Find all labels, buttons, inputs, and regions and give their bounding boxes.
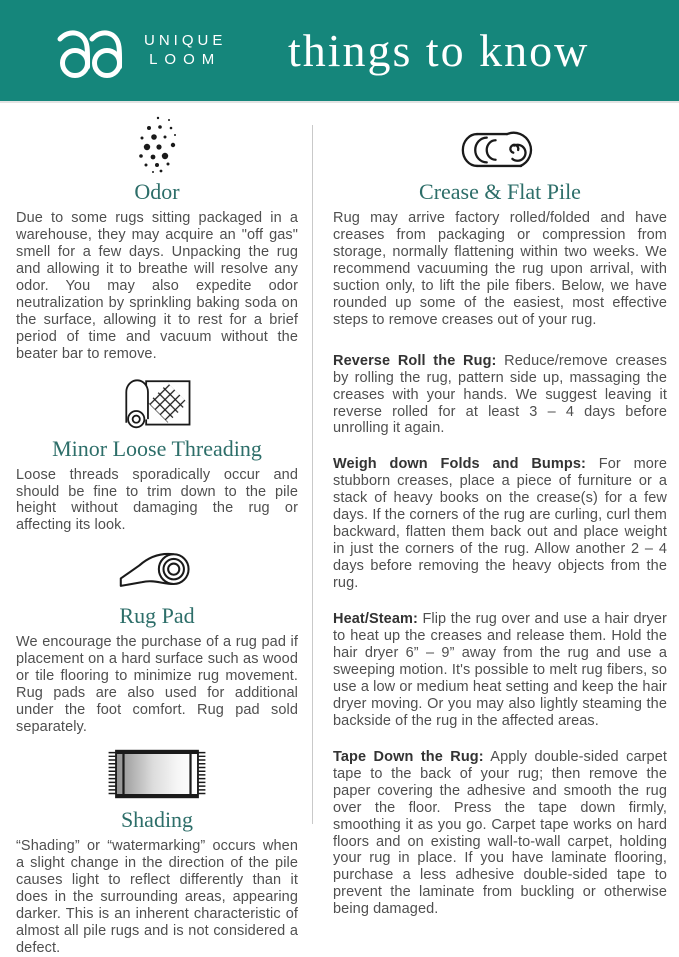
tip-body-tape-down: Apply double-sided carpet tape to the back of your rug; then remove the paper covering the adhesive and smooth the rug over the floor. Press the tape down firmly, smoothing it as you go. Carpet tape works on hard floors and on existing wall-to-wall carpet, holding your rug in place. If you have laminate flooring, purchase a less adhesive double-sided tape to prevent the laminate from buckling or otherwise being damaged. bbox=[333, 748, 667, 918]
section-heading-crease: Crease & Flat Pile bbox=[419, 179, 581, 204]
section-odor bbox=[16, 117, 298, 363]
section-heading-shading: Shading bbox=[120, 807, 194, 833]
left-column bbox=[16, 117, 312, 956]
unique-loom-logo bbox=[56, 22, 226, 80]
brand-wordmark bbox=[144, 32, 226, 70]
page-header bbox=[0, 0, 679, 103]
right-column bbox=[313, 117, 668, 918]
section-crease-flat-pile bbox=[333, 127, 667, 329]
section-body-shading: “Shading” or “watermarking” occurs when a slight change in the direction of the pile causes light to reflect differently than it does in the surrounding areas, appearing darker. This is an inherent characteristic of almost all pile rugs and is not considered a defect. bbox=[16, 838, 298, 956]
rolled-rug-crosshatch-icon bbox=[16, 374, 298, 430]
section-rug-pad bbox=[16, 545, 298, 736]
tip-weigh-down bbox=[333, 456, 667, 592]
tip-label-heat-steam: Heat/Steam: bbox=[333, 611, 418, 628]
tip-body-heat-steam: Flip the rug over and use a hair dryer to heat up the creases and release them. Hold the hair dryer 6” – 9” away from the rug and use a sweeping motion. It's possible to melt rug fibers, so use a low or medium heat setting and keep the hair dryer moving. Or you may also lightly steaming the backside of the rug in the affected areas. bbox=[333, 611, 667, 729]
section-heading-threading: Minor Loose Threading bbox=[52, 435, 262, 461]
section-heading-odor: Odor bbox=[134, 179, 180, 204]
tip-body-reverse-roll: Reduce/remove creases by rolling the rug, pattern side up, massaging the creases with your hands. We suggest leaving it reverse rolled for at least 3 – 4 days before unrolling it again. bbox=[333, 352, 667, 437]
section-body-crease: Rug may arrive factory rolled/folded and have creases from packaging or compression from storage, normally flattening within two weeks. We recommend vacuuming the rug upon arrival, with suction only, to lift the pile fibers. Below, we have rounded up some of the easiest, most effective steps to remove creases out of your rug. bbox=[333, 210, 667, 328]
section-body-rug-pad: We encourage the purchase of a rug pad if placement on a hard surface such as wood or tile flooring to minimize rug movement. Rug pads are also used for additional under the foot comfort. Rug pad sold separately. bbox=[16, 634, 298, 736]
tip-label-reverse-roll: Reverse Roll the Rug: bbox=[333, 352, 497, 369]
rolled-rug-side-icon bbox=[333, 127, 667, 173]
content-area bbox=[0, 103, 679, 956]
tip-tape-down bbox=[333, 749, 667, 919]
tip-label-tape-down: Tape Down the Rug: bbox=[333, 748, 484, 765]
section-body-odor: Due to some rugs sitting packaged in a warehouse, they may acquire an "off gas" smell for a few days. Unpacking the rug and allowing it to breathe will resolve any odor. You may also expedite odor neutralization by sprinkling baking soda on the surface, allowing it to rest for a brief period of time and vacuum without the beater bar to remove. bbox=[16, 210, 298, 362]
tip-body-weigh-down: For more stubborn creases, place a piece of furniture or a stack of heavy books on the crease(s) for a few days. If the corners of the rug are curling, curl them backward, flatten them back out and place weight in just the corners of the rug. Allow another 2 – 4 days before removing the heavy objects from the rug. bbox=[333, 456, 668, 592]
section-heading-rug-pad: Rug Pad bbox=[119, 603, 195, 629]
tip-label-weigh-down: Weigh down Folds and Bumps: bbox=[333, 456, 586, 473]
section-body-threading: Loose threads sporadically occur and should be fine to trim down to the pile height without damaging the rug or affecting its look. bbox=[16, 466, 298, 534]
rug-pad-roll-icon bbox=[16, 545, 298, 597]
loom-loops-icon bbox=[56, 22, 132, 80]
brand-line-unique: UNIQUE bbox=[144, 31, 227, 49]
tip-heat-steam bbox=[333, 611, 667, 730]
brand-line-loom: LOOM bbox=[149, 50, 222, 68]
spacer bbox=[333, 340, 667, 353]
shaded-rug-icon bbox=[16, 747, 298, 801]
section-shading bbox=[16, 747, 298, 957]
section-minor-loose-threading bbox=[16, 374, 298, 535]
page-title: things to know bbox=[287, 25, 590, 76]
odor-dots-icon bbox=[16, 117, 298, 173]
tip-reverse-roll bbox=[333, 353, 667, 438]
